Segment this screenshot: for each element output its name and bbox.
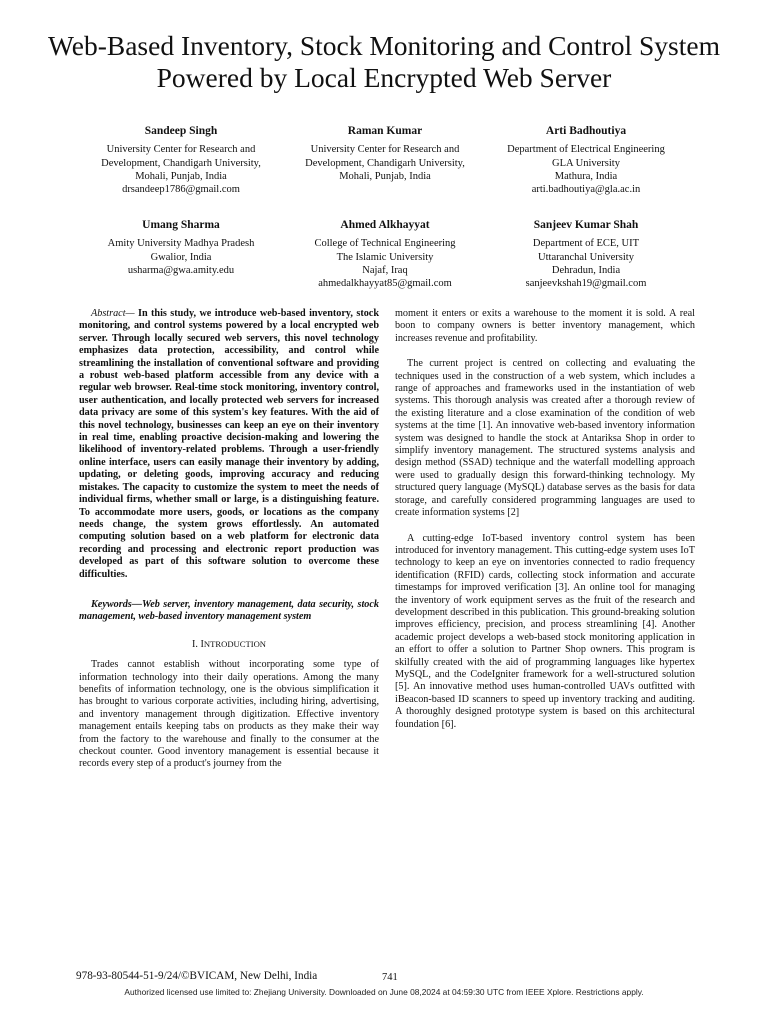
author-email: sanjeevkshah19@gmail.com (525, 278, 647, 290)
author-affiliation-line: College of Technical Engineering (314, 238, 456, 250)
author-email: usharma@gwa.amity.edu (127, 264, 235, 276)
author-email: ahmedalkhayyat85@gmail.com (318, 278, 452, 290)
author-affiliation-line: Mohali, Punjab, India (339, 170, 431, 182)
abstract (79, 308, 379, 581)
author-card (484, 219, 688, 290)
author-name: Ahmed Alkhayyat (340, 219, 430, 231)
license-notice: Authorized licensed use limited to: Zhejiang University. Downloaded on June 08,2024 at 04:59:30 UTC from IEEE Xplore. Restrictions apply. (124, 987, 644, 997)
author-name: Raman Kumar (347, 125, 423, 137)
author-affiliation-line: University Center for Research and (106, 144, 256, 156)
section-number: I. (192, 638, 198, 650)
footer-isbn: 978-93-80544-51-9/24/©BVICAM, New Delhi, India (76, 970, 318, 982)
abstract-text: In this study, we introduce web-based inventory, stock monitoring, and control systems powered by a local encrypted web server. Through locally secured web servers, this novel technology emphasizes data protection, accessibility, and control while streamlining the installation of conventional software and providing a robust web-based platform accessible from any device with a regular web browser. Real-time stock monitoring, inventory control, user authentication, and locally protected web servers for increased data privacy are some of this system's key features. With the aid of this novel technology, businesses can keep an eye on their inventory in real time, enabling proactive decision-making and lowering the likelihood of inventory-related problems. Through a user-friendly online interface, users can easily manage their inventory by adding, updating, or deleting goods, improving accuracy and reducing mistakes. The capacity to customize the system to meet the needs of individual firms, whether small or large, is a distinguishing feature. To accommodate more users, goods, or locations as the company needs change, the system grows effortlessly. An automated computing solution based on a web platform for electronic data recording and processing and electronic report production was developed as part of this software solution to overcome these difficulties. (79, 308, 379, 580)
body-paragraph-continued: moment it enters or exits a warehouse to the moment it is sold. A real boon to company owners is better inventory management, which increases revenue and profitability. (395, 308, 695, 344)
author-affiliation-line: Development, Chandigarh University, (101, 157, 261, 169)
left-column (79, 308, 379, 779)
author-affiliation-line: Gwalior, India (150, 251, 212, 263)
author-name: Umang Sharma (142, 219, 220, 231)
section-heading-introduction (79, 638, 379, 651)
section-title-rest: NTRODUCTION (203, 638, 266, 649)
body-paragraph: The current project is centred on collecting and evaluating the techniques used in the construction of a web system, which includes a range of approaches and frameworks used in the instantiation of web systems. This thorough analysis was created after a thorough review of the existing literature and a close examination of the condition of web systems at the time [1]. An innovative web-based inventory information system was designed to handle the stock at Antariksa Shop in order to simplify inventory management. The structured systems analysis and design method (SSAD) technique and the waterfall modelling approach were used to gradually design this forward-thinking technology. My structured query language (MySQL) database serves as the basis for data storage, and carefully considered programming languages are used to create information systems [2] (395, 358, 695, 519)
page-number: 741 (382, 972, 398, 983)
author-card (79, 125, 283, 196)
author-affiliation-line: Department of ECE, UIT (532, 238, 640, 250)
author-affiliation-line: GLA University (552, 157, 620, 169)
author-card (283, 219, 487, 290)
author-affiliation-line: Dehradun, India (551, 264, 621, 276)
author-affiliation-line: Uttaranchal University (538, 251, 634, 263)
paper-title: Web-Based Inventory, Stock Monitoring and Control System Powered by Local Encrypted Web Server (48, 30, 720, 93)
author-name: Arti Badhoutiya (545, 125, 627, 137)
author-affiliation-line: The Islamic University (336, 251, 434, 263)
author-affiliation-line: Department of Electrical Engineering (507, 144, 665, 156)
author-affiliation-line: Mohali, Punjab, India (135, 170, 227, 182)
author-card (283, 125, 487, 183)
abstract-lead: Abstract— (91, 308, 135, 319)
author-name: Sanjeev Kumar Shah (533, 219, 639, 231)
body-paragraph: A cutting-edge IoT-based inventory control system has been introduced for inventory management. This cutting-edge system uses IoT technology to keep an eye on inventories connected to radio frequency identification (RFID) cards, collecting stock information and accurate timestamps for improved verification [3]. An online tool for managing the inventory of work equipment serves as the fruit of the research and development described in this publication. This ground-breaking solution improves efficiency, precision, and process streamlining [4]. Another academic project develops a web-based stock monitoring application in an effort to offer a solution to Partner Shop owners. This program is skilfully created with the aid of programming languages like hypertex MySQL, and the CodeIgniter framework for a well-structured solution [5]. An innovative method uses human-controlled UAVs outfitted with iBeacon-based ID scanners to speed up inventory tracking and auditing. A thoroughly designed prototype system is based on this architectural foundation [6]. (395, 532, 695, 730)
right-column (395, 308, 695, 744)
author-email: drsandeep1786@gmail.com (122, 184, 240, 196)
section-title-initial: I (200, 638, 204, 650)
author-name: Sandeep Singh (144, 125, 218, 137)
author-affiliation-line: Amity University Madhya Pradesh (107, 238, 255, 250)
author-email: arti.badhoutiya@gla.ac.in (531, 184, 641, 196)
keywords: Keywords—Web server, inventory management, data security, stock management, web-based inventory management system (79, 598, 379, 623)
author-card (79, 219, 283, 277)
author-affiliation-line: Mathura, India (554, 170, 618, 182)
author-card (484, 125, 688, 196)
author-affiliation-line: University Center for Research and (310, 144, 460, 156)
author-affiliation-line: Development, Chandigarh University, (305, 157, 465, 169)
author-affiliation-line: Najaf, Iraq (362, 264, 408, 276)
body-paragraph: Trades cannot establish without incorporating some type of information technology into their daily operations. Among the many benefits of information technology, one is the obvious simplification it has brought to various corporate activities, including hiring, advertising, and inventory management through digitization. Effective inventory management entails keeping tabs on products as they make their way from the factory to the warehouse and finally to the consumer at the checkout counter. Good inventory management is essential because it records every step of a product's journey from the (79, 659, 379, 770)
